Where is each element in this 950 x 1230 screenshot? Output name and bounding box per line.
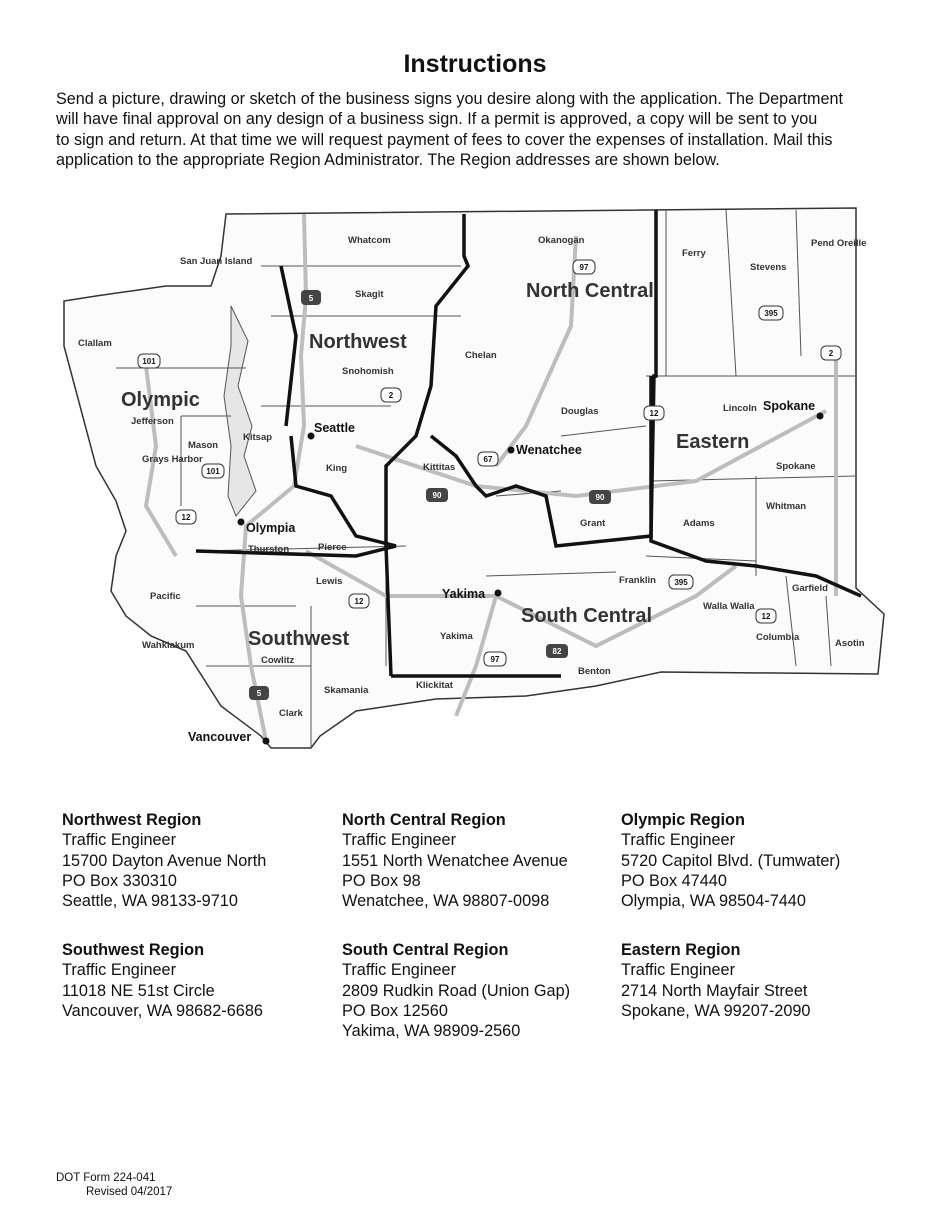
county-label: Cowlitz [261, 655, 295, 666]
county-label: Thurston [248, 544, 290, 555]
county-label: Columbia [756, 632, 800, 643]
eastern-region-address [621, 940, 810, 1021]
route-shield-icon [349, 594, 369, 608]
route-shield-icon [573, 260, 595, 274]
svg-text:67: 67 [483, 455, 493, 464]
svg-text:12: 12 [354, 597, 364, 606]
svg-text:5: 5 [308, 294, 314, 303]
county-label: Whitman [766, 501, 807, 512]
svg-text:395: 395 [764, 309, 778, 318]
region-label: Southwest [248, 628, 350, 650]
county-label: Whatcom [348, 235, 391, 246]
svg-text:2: 2 [388, 391, 394, 400]
svg-text:395: 395 [674, 578, 688, 587]
county-label: Clark [279, 708, 303, 719]
county-label: Garfield [792, 583, 828, 594]
page-title: Instructions [403, 50, 547, 78]
county-label: Lewis [316, 576, 343, 587]
address-line: PO Box 12560 [342, 1001, 448, 1020]
south-central-region-address [342, 940, 570, 1041]
svg-text:82: 82 [552, 647, 562, 656]
svg-text:101: 101 [206, 467, 220, 476]
county-label: Pend Oreille [811, 238, 867, 249]
address-line: Traffic Engineer [621, 961, 736, 980]
address-line: PO Box 330310 [62, 871, 177, 890]
north-central-region-address [342, 810, 568, 911]
county-label: Yakima [440, 631, 473, 642]
address-line: PO Box 47440 [621, 871, 727, 890]
county-label: Kitsap [243, 432, 273, 443]
address-line: 15700 Dayton Avenue North [62, 851, 267, 870]
county-label: Kittitas [423, 462, 456, 473]
svg-text:12: 12 [761, 612, 771, 621]
address-line: Seattle, WA 98133-9710 [62, 892, 238, 911]
route-shield-icon [202, 464, 224, 478]
interstate-shield-icon [301, 290, 321, 305]
intro-line: to sign and return. At that time we will request payment of fees to cover the expenses of installation. Mail this [56, 130, 833, 149]
county-label: Stevens [750, 262, 787, 273]
region-label: North Central [526, 280, 654, 302]
svg-text:97: 97 [490, 655, 500, 664]
county-label: Asotin [835, 638, 865, 649]
address-line: 11018 NE 51st Circle [62, 981, 215, 1000]
interstate-shield-icon [426, 488, 448, 502]
revision-date: Revised 04/2017 [86, 1185, 173, 1198]
region-name: North Central Region [342, 811, 506, 829]
northwest-region-address [62, 810, 266, 911]
interstate-shield-icon [546, 644, 568, 658]
svg-text:90: 90 [595, 493, 605, 502]
address-line: Vancouver, WA 98682-6686 [62, 1001, 263, 1020]
instructions-paragraph [56, 89, 898, 170]
region-name: South Central Region [342, 941, 509, 959]
svg-text:12: 12 [649, 409, 659, 418]
address-line: 1551 North Wenatchee Avenue [342, 851, 568, 870]
route-shield-icon [669, 575, 693, 589]
svg-text:101: 101 [142, 357, 156, 366]
route-shield-icon [478, 452, 498, 466]
route-shield-icon [381, 388, 401, 402]
county-label: King [326, 463, 348, 474]
address-line: Traffic Engineer [621, 831, 736, 850]
svg-text:2: 2 [828, 349, 834, 358]
county-label: Douglas [561, 406, 599, 417]
county-label: Lincoln [723, 403, 757, 414]
region-label: South Central [521, 605, 653, 627]
region-name: Olympic Region [621, 811, 745, 829]
region-label: Northwest [309, 331, 407, 353]
county-label: Adams [683, 518, 715, 529]
address-line: 2714 North Mayfair Street [621, 981, 808, 1000]
address-line: 5720 Capitol Blvd. (Tumwater) [621, 851, 841, 870]
region-label: Eastern [676, 431, 750, 453]
form-number: DOT Form 224-041 [56, 1172, 156, 1184]
county-label: Ferry [682, 248, 706, 259]
address-line: Traffic Engineer [62, 831, 177, 850]
region-name: Northwest Region [62, 811, 202, 829]
address-line: Spokane, WA 99207-2090 [621, 1001, 811, 1020]
form-footer [56, 1172, 172, 1199]
address-line: Olympia, WA 98504-7440 [621, 892, 806, 911]
address-line: PO Box 98 [342, 871, 421, 890]
city-label: Vancouver [188, 730, 252, 744]
county-label: Clallam [78, 338, 112, 349]
county-label: Chelan [465, 350, 497, 361]
address-line: Traffic Engineer [342, 831, 457, 850]
county-label: Grant [580, 518, 606, 529]
intro-line: application to the appropriate Region Administrator. The Region addresses are shown below. [56, 150, 720, 169]
address-line: Yakima, WA 98909-2560 [342, 1022, 521, 1041]
county-label: Franklin [619, 575, 656, 586]
address-line: 2809 Rudkin Road (Union Gap) [342, 981, 571, 1000]
olympic-region-address [621, 810, 840, 911]
svg-text:90: 90 [432, 491, 442, 500]
route-shield-icon [484, 652, 506, 666]
county-label: Spokane [776, 461, 816, 472]
route-shield-icon [759, 306, 783, 320]
svg-text:5: 5 [256, 689, 262, 698]
county-label: Pacific [150, 591, 181, 602]
intro-line: will have final approval on any design of a business sign. If a permit is approved, a copy will be sent to you [56, 110, 818, 129]
southwest-region-address [62, 940, 263, 1021]
county-label: Jefferson [131, 416, 174, 427]
interstate-shield-icon [249, 686, 269, 700]
county-label: Okanogan [538, 235, 585, 246]
svg-text:97: 97 [579, 263, 589, 272]
county-label: Mason [188, 440, 219, 451]
address-line: Traffic Engineer [342, 961, 457, 980]
region-name: Eastern Region [621, 941, 741, 959]
address-line: Wenatchee, WA 98807-0098 [342, 892, 550, 911]
county-label: Snohomish [342, 366, 394, 377]
region-name: Southwest Region [62, 941, 205, 959]
county-label: Skagit [355, 289, 384, 300]
city-label: Seattle [314, 421, 355, 435]
county-label: Wahkiakum [142, 640, 195, 651]
county-label: Skamania [324, 685, 369, 696]
route-shield-icon [138, 354, 160, 368]
region-label: Olympic [121, 389, 200, 411]
county-label: Pierce [318, 542, 347, 553]
county-label: Benton [578, 666, 611, 677]
intro-line: Send a picture, drawing or sketch of the business signs you desire along with the application. The Department [56, 90, 844, 108]
city-label: Wenatchee [516, 443, 582, 457]
route-shield-icon [756, 609, 776, 623]
washington-region-map [56, 196, 892, 754]
route-shield-icon [821, 346, 841, 360]
svg-text:12: 12 [181, 513, 191, 522]
county-label: San Juan Island [180, 256, 253, 267]
county-label: Grays Harbor [142, 454, 203, 465]
route-shield-icon [176, 510, 196, 524]
county-label: Klickitat [416, 680, 453, 691]
county-label: Walla Walla [703, 601, 755, 612]
city-label: Olympia [246, 521, 296, 535]
address-line: Traffic Engineer [62, 961, 177, 980]
city-label: Yakima [442, 587, 486, 601]
interstate-shield-icon [589, 490, 611, 504]
route-shield-icon [644, 406, 664, 420]
city-label: Spokane [763, 399, 816, 413]
